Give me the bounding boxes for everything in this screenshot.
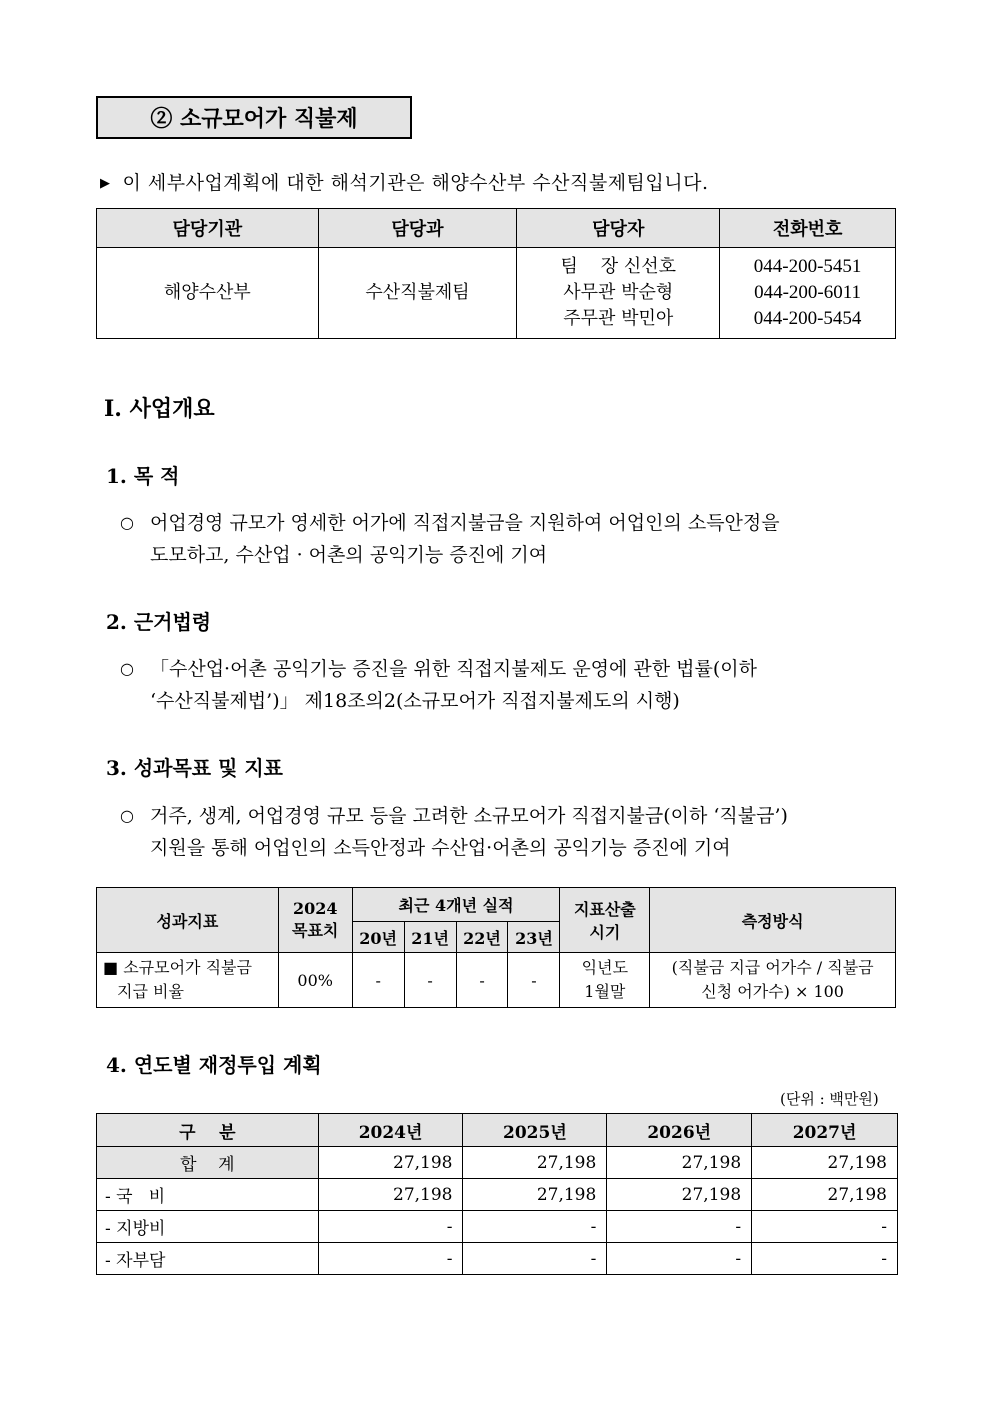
- perf-indicator-line: 지급 비율: [117, 982, 184, 1001]
- budget-cell: -: [318, 1243, 463, 1275]
- perf-header-recent: 최근 4개년 실적: [352, 888, 560, 922]
- perf-timing-cell: [560, 953, 650, 1008]
- circle-bullet-icon: ○: [120, 513, 134, 532]
- perf-header-year: 20년: [352, 922, 404, 953]
- perf-timing-line: 1월말: [584, 982, 626, 1001]
- intro-line: [100, 168, 709, 195]
- budget-header-label: 구 분: [97, 1114, 319, 1147]
- triangle-icon: ▶: [100, 176, 111, 191]
- main-heading: Ⅰ. 사업개요: [104, 396, 215, 422]
- perf-target-value: 00%: [278, 953, 352, 1008]
- law-line: 「수산업·어촌 공익기능 증진을 위한 직접지불제도 운영에 관한 법률(이하: [150, 658, 757, 680]
- contact-person: 주무관 박민아: [563, 308, 674, 329]
- perf-header-year: 22년: [456, 922, 508, 953]
- contact-person: 팀 장 신선호: [560, 256, 677, 277]
- contact-header-person: 담당자: [517, 209, 720, 248]
- contact-phone: 044-200-5454: [753, 308, 862, 329]
- budget-cell: -: [752, 1243, 898, 1275]
- goal-line: 거주, 생계, 어업경영 규모 등을 고려한 소규모어가 직접지불금(이하 ‘직불금’): [150, 805, 788, 827]
- contact-phones: [720, 248, 896, 339]
- purpose-paragraph: [120, 507, 920, 571]
- budget-cell: 27,198: [318, 1147, 463, 1179]
- budget-cell: 27,198: [607, 1147, 752, 1179]
- budget-row-label: - 국 비: [97, 1179, 319, 1211]
- perf-method-line: (직불금 지급 어가수 / 직불금: [671, 958, 874, 977]
- contact-header-agency: 담당기관: [97, 209, 319, 248]
- perf-header-timing-line: 지표산출: [573, 900, 636, 919]
- contact-header-division: 담당과: [318, 209, 517, 248]
- perf-method-line: 신청 어가수) × 100: [701, 982, 844, 1001]
- budget-cell: -: [463, 1211, 607, 1243]
- contact-persons: [517, 248, 720, 339]
- budget-cell: -: [607, 1243, 752, 1275]
- contact-person: 사무관 박순형: [563, 282, 674, 303]
- budget-cell: 27,198: [318, 1179, 463, 1211]
- circle-bullet-icon: ○: [120, 806, 134, 825]
- budget-cell: -: [463, 1243, 607, 1275]
- budget-table: [96, 1113, 898, 1275]
- perf-year-value: -: [508, 953, 560, 1008]
- contact-phone: 044-200-6011: [754, 282, 862, 303]
- perf-timing-line: 익년도: [581, 958, 629, 977]
- perf-header-year: 21년: [404, 922, 456, 953]
- circle-bullet-icon: ○: [120, 659, 134, 678]
- goal-paragraph: [120, 800, 920, 864]
- contact-phone: 044-200-5451: [753, 256, 862, 277]
- perf-year-value: -: [404, 953, 456, 1008]
- purpose-line: 어업경영 규모가 영세한 어가에 직접지불금을 지원하여 어업인의 소득안정을: [150, 512, 780, 534]
- law-paragraph: [120, 653, 920, 717]
- budget-cell: -: [607, 1211, 752, 1243]
- section-title-text: ② 소규모어가 직불제: [150, 106, 358, 132]
- budget-row-label: - 자부담: [97, 1243, 319, 1275]
- goal-line: 지원을 통해 어업인의 소득안정과 수산업·어촌의 공익기능 증진에 기여: [150, 837, 731, 859]
- contact-agency: 해양수산부: [97, 248, 319, 339]
- budget-cell: 27,198: [463, 1147, 607, 1179]
- perf-header-target-label: 목표치: [292, 921, 339, 940]
- budget-row-national: [97, 1179, 898, 1211]
- budget-heading: 4. 연도별 재정투입 계획: [106, 1053, 322, 1077]
- perf-year-value: -: [352, 953, 404, 1008]
- perf-year-value: -: [456, 953, 508, 1008]
- perf-header-target: [278, 888, 352, 953]
- budget-row-total: [97, 1147, 898, 1179]
- budget-cell: -: [752, 1211, 898, 1243]
- budget-cell: 27,198: [463, 1179, 607, 1211]
- budget-row-local: [97, 1211, 898, 1243]
- budget-cell: 27,198: [752, 1179, 898, 1211]
- perf-method-cell: [650, 953, 896, 1008]
- law-line: ‘수산직불제법’)」 제18조의2(소규모어가 직접지불제도의 시행): [150, 690, 680, 712]
- budget-header-year: 2026년: [607, 1114, 752, 1147]
- budget-header-year: 2024년: [318, 1114, 463, 1147]
- perf-header-method: 측정방식: [650, 888, 896, 953]
- budget-row-label: - 지방비: [97, 1211, 319, 1243]
- contact-division: 수산직불제팀: [318, 248, 517, 339]
- budget-row-self: [97, 1243, 898, 1275]
- perf-header-timing-line: 시기: [589, 923, 621, 942]
- budget-cell: -: [318, 1211, 463, 1243]
- budget-cell: 27,198: [752, 1147, 898, 1179]
- budget-unit: (단위 : 백만원): [780, 1090, 879, 1108]
- purpose-heading: 1. 목 적: [106, 464, 180, 488]
- budget-row-label: 합 계: [97, 1147, 319, 1179]
- law-heading: 2. 근거법령: [106, 610, 212, 634]
- performance-table: [96, 887, 896, 1008]
- contact-header-phone: 전화번호: [720, 209, 896, 248]
- budget-cell: 27,198: [607, 1179, 752, 1211]
- section-title: [96, 96, 412, 139]
- perf-indicator-cell: [97, 953, 279, 1008]
- budget-header-year: 2027년: [752, 1114, 898, 1147]
- intro-text: 이 세부사업계획에 대한 해석기관은 해양수산부 수산직불제팀입니다.: [122, 172, 709, 194]
- perf-indicator-line: ■ 소규모어가 직불금: [103, 958, 252, 977]
- goal-heading: 3. 성과목표 및 지표: [106, 756, 284, 780]
- budget-header-year: 2025년: [463, 1114, 607, 1147]
- perf-header-timing: [560, 888, 650, 953]
- perf-header-indicator: 성과지표: [97, 888, 279, 953]
- perf-header-year: 23년: [508, 922, 560, 953]
- purpose-line: 도모하고, 수산업 · 어촌의 공익기능 증진에 기여: [150, 544, 548, 566]
- contact-table: [96, 208, 896, 339]
- perf-header-target-year: 2024: [292, 899, 338, 918]
